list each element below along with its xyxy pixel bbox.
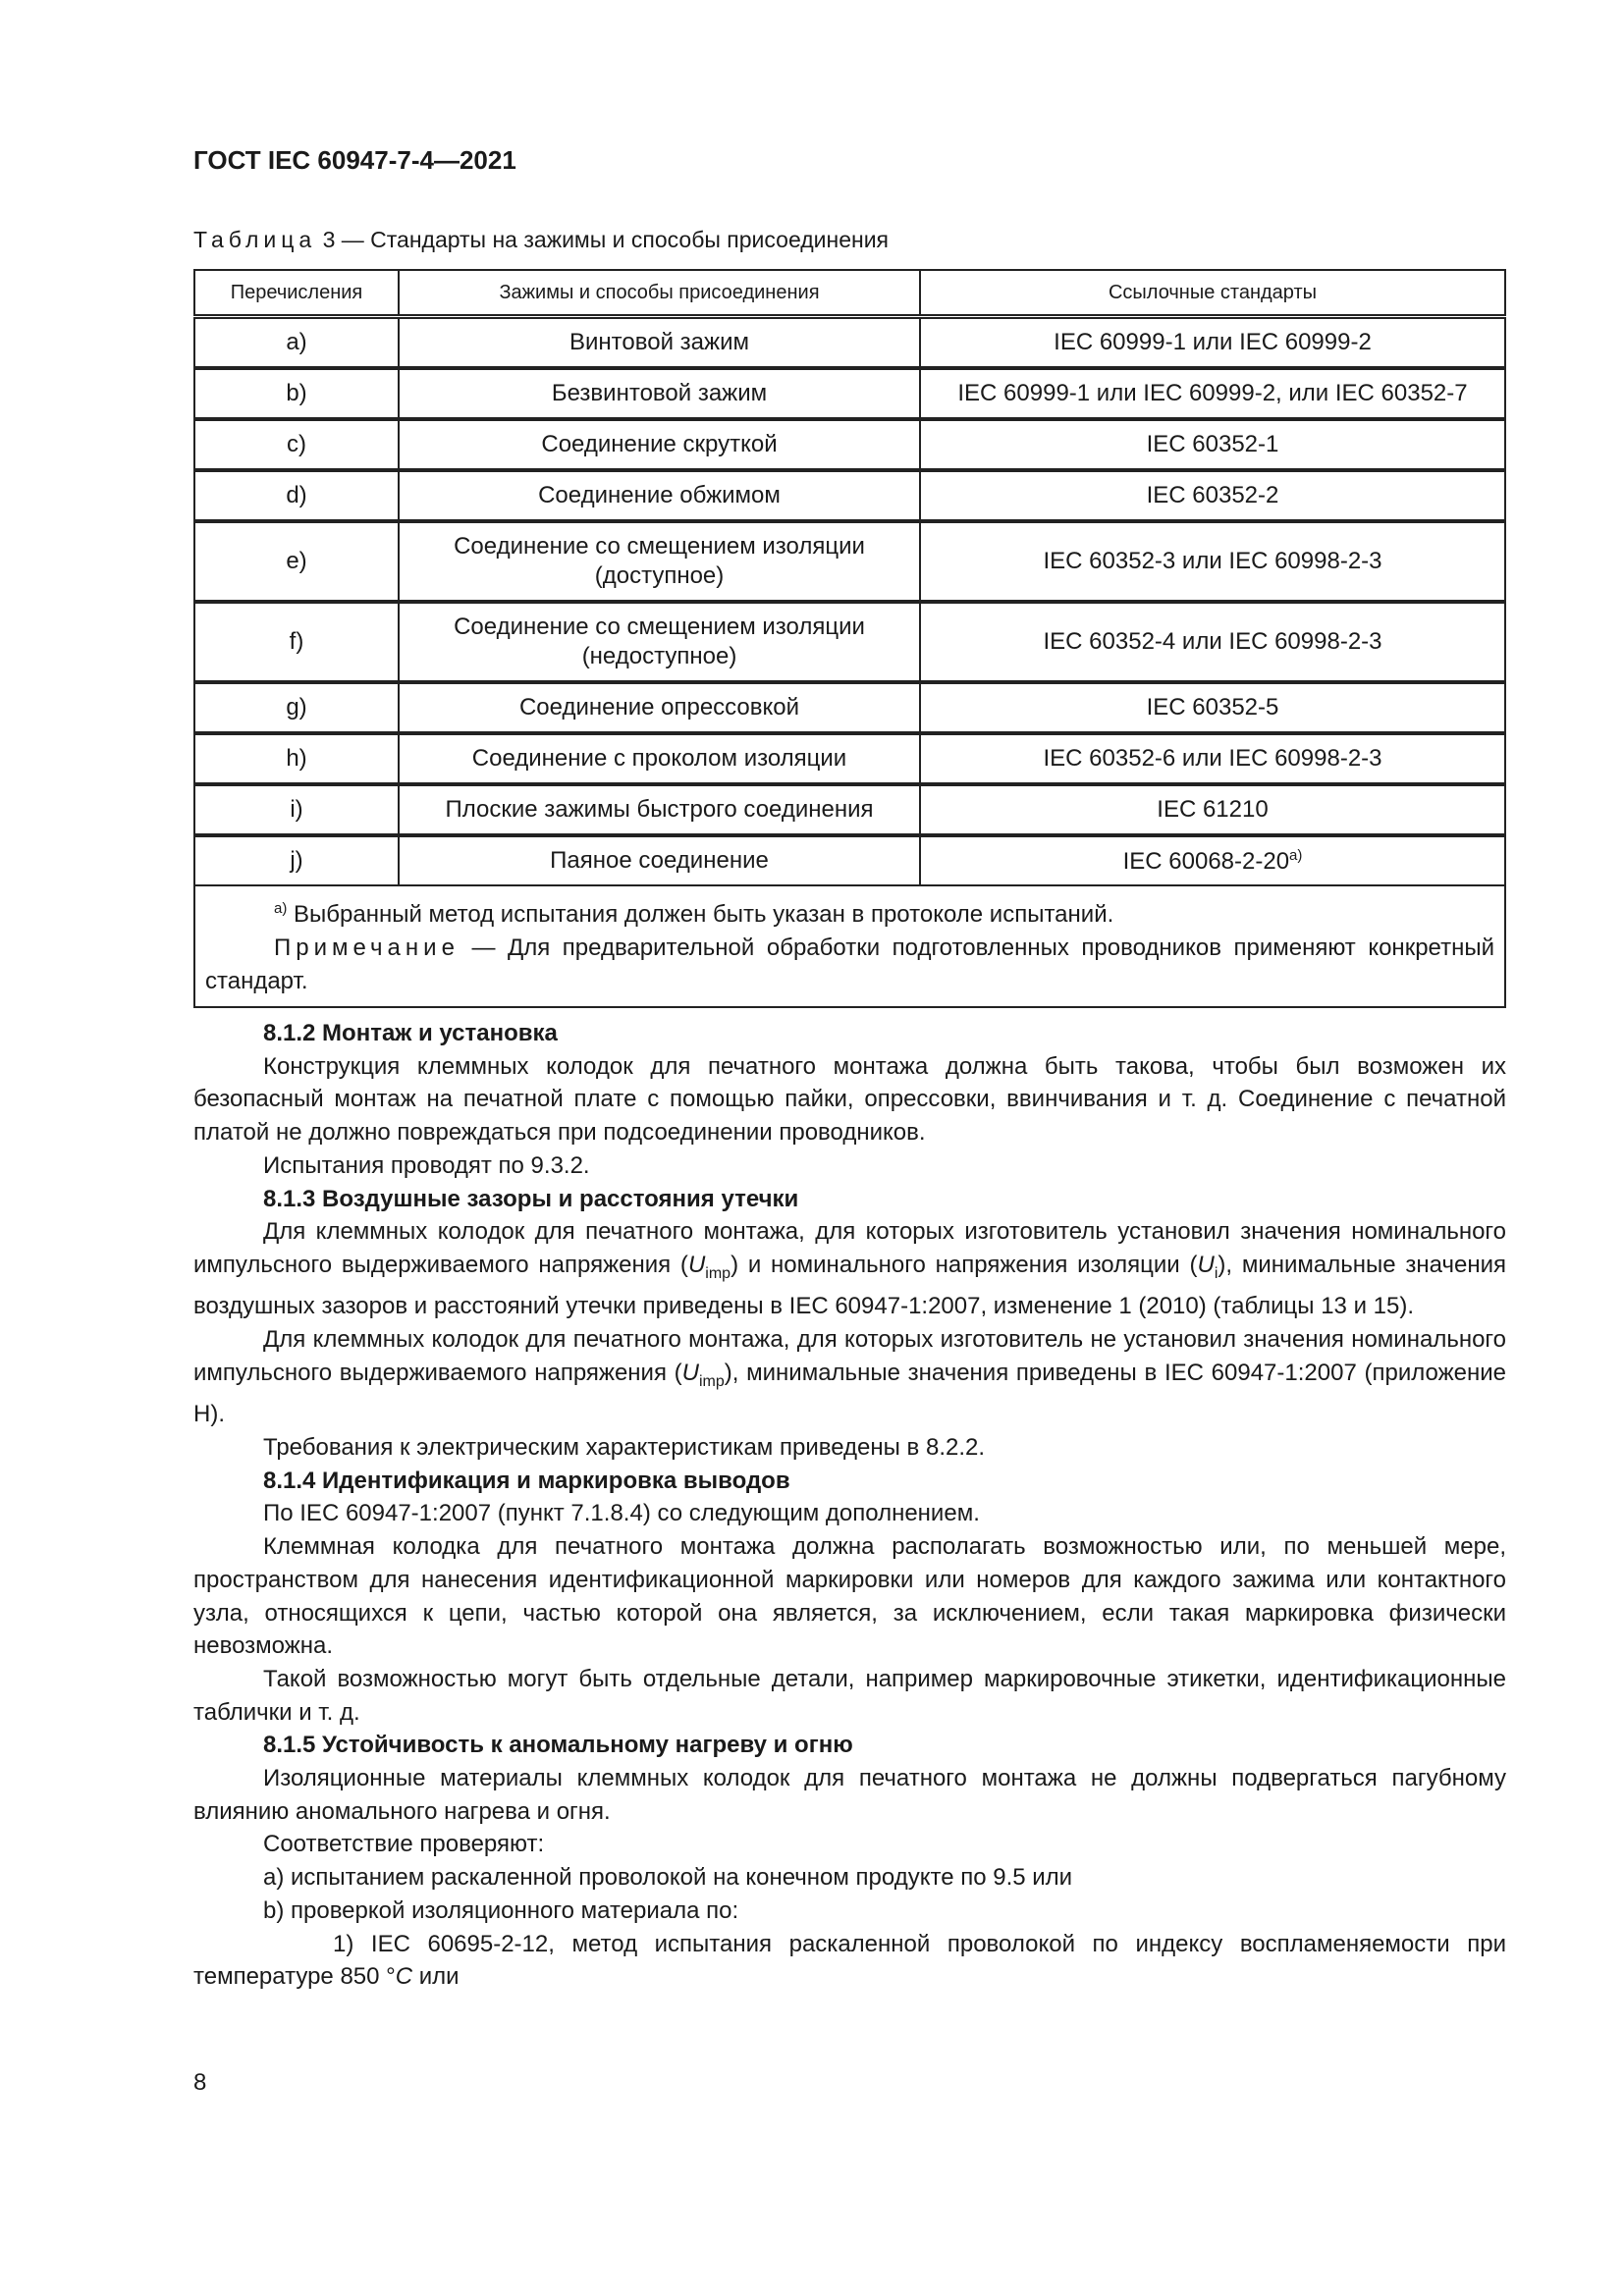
cell-std: IEC 61210 [920, 784, 1505, 835]
table-row [194, 521, 1505, 602]
cell-std: IEC 60352-3 или IEC 60998-2-3 [920, 521, 1505, 602]
table-row [194, 733, 1505, 784]
cell-std: IEC 60068-2-20$^{a)}$ [920, 835, 1505, 885]
document-header: ГОСТ IEC 60947-7-4—2021 [193, 145, 516, 175]
table-caption [193, 227, 889, 253]
cell-id: b) [194, 368, 399, 419]
table-row [194, 835, 1505, 885]
paragraph: Для клеммных колодок для печатного монтажа, для которых изготовитель не установил значения номинального импульсного выдерживаемого напряжения $(U_{imp})$, минимальные значения приведены в IEC 60947-1:2007 (приложение H). [193, 1326, 1507, 1428]
paragraph: Конструкция клеммных колодок для печатного монтажа должна быть такова, чтобы был возможен их безопасный монтаж на печатной плате с помощью пайки, опрессовки, ввинчивания и т. д. Соединение с печатной платой не должно повреждаться при подсоединении проводников. [193, 1052, 1506, 1147]
cell-id: a) [194, 317, 399, 369]
column-header: Зажимы и способы присоединения [399, 270, 920, 317]
paragraph: Такой возможностью могут быть отдельные детали, например маркировочные этикетки, идентификационные таблички и т. д. [193, 1665, 1506, 1726]
section-heading: 8.1.3 Воздушные зазоры и расстояния утечки [263, 1185, 799, 1212]
cell-method: Паяное соединение [399, 835, 920, 885]
footnote-ref: a) [1289, 846, 1303, 864]
note-label: Примечание [274, 934, 460, 961]
paragraph: Для клеммных колодок для печатного монтажа, для которых изготовитель установил значения номинального импульсного выдерживаемого напряжения $(U_{imp})$ и номинального напряжения изоляции $(U_i)$, минимальные значения воздушных зазоров и расстояний утечки приведены в IEC 60947-1:2007, изменение 1 (2010) (таблицы 13 и 15). [193, 1218, 1507, 1320]
cell-method: Соединение со смещением изоляции (доступное) [399, 521, 920, 602]
cell-std: IEC 60352-6 или IEC 60998-2-3 [920, 733, 1505, 784]
list-item: a) испытанием раскаленной проволокой на конечном продукте по 9.5 или [263, 1864, 1073, 1892]
caption-title: 3 — Стандарты на зажимы и способы присоединения [316, 227, 889, 252]
cell-std: IEC 60999-1 или IEC 60999-2, или IEC 60352-7 [920, 368, 1505, 419]
table-footer [194, 885, 1505, 1007]
cell-id: i) [194, 784, 399, 835]
table-row [194, 784, 1505, 835]
cell-method: Винтовой зажим [399, 317, 920, 369]
section-heading: 8.1.5 Устойчивость к аномальному нагреву и огню [263, 1732, 853, 1759]
cell-std: IEC 60352-2 [920, 470, 1505, 521]
table-row [194, 419, 1505, 470]
footnote-mark: a) [274, 900, 288, 917]
cell-method: Соединение скруткой [399, 419, 920, 470]
cell-id: e) [194, 521, 399, 602]
footnote-text: Выбранный метод испытания должен быть указан в протоколе испытаний. [287, 901, 1114, 928]
column-header: Ссылочные стандарты [920, 270, 1505, 317]
cell-id: g) [194, 682, 399, 733]
cell-id: h) [194, 733, 399, 784]
cell-method: Соединение с проколом изоляции [399, 733, 920, 784]
table-row [194, 368, 1505, 419]
cell-method: Соединение со смещением изоляции (недоступное) [399, 602, 920, 682]
cell-id: f) [194, 602, 399, 682]
cell-id: c) [194, 419, 399, 470]
section-heading: 8.1.4 Идентификация и маркировка выводов [263, 1467, 790, 1494]
paragraph: Соответствие проверяют: [263, 1831, 545, 1858]
cell-std: IEC 60999-1 или IEC 60999-2 [920, 317, 1505, 369]
table-row [194, 682, 1505, 733]
footnote [205, 892, 1494, 932]
cell-std: IEC 60352-1 [920, 419, 1505, 470]
list-item: 1) IEC 60695-2-12, метод испытания раскаленной проволокой по индексу воспламеняемости при температуре 850 °C или [193, 1930, 1506, 1991]
paragraph: Требования к электрическим характеристикам приведены в 8.2.2. [263, 1434, 986, 1462]
cell-method: Соединение обжимом [399, 470, 920, 521]
list-item: b) проверкой изоляционного материала по: [263, 1896, 739, 1924]
paragraph: Изоляционные материалы клеммных колодок для печатного монтажа не должны подвергаться пагубному влиянию аномального нагрева и огня. [193, 1765, 1506, 1825]
body-text [193, 1017, 1506, 1994]
table-row [194, 470, 1505, 521]
paragraph: Клеммная колодка для печатного монтажа должна располагать возможностью или, по меньшей мере, пространством для нанесения идентификационной маркировки или номеров для каждого зажима или контактного узла, относящихся к цепи, частью которой она является, за исключением, если такая маркировка физически невозможна. [193, 1533, 1506, 1660]
caption-label: Таблица [193, 227, 317, 252]
cell-method: Соединение опрессовкой [399, 682, 920, 733]
paragraph: Испытания проводят по 9.3.2. [263, 1151, 590, 1179]
cell-std: IEC 60352-5 [920, 682, 1505, 733]
note-text: — Для предварительной обработки подготовленных проводников применяют конкретный стандарт. [205, 934, 1494, 994]
table-row [194, 602, 1505, 682]
section-heading: 8.1.2 Монтаж и установка [263, 1020, 558, 1046]
cell-method: Плоские зажимы быстрого соединения [399, 784, 920, 835]
note [205, 932, 1494, 998]
cell-id: j) [194, 835, 399, 885]
paragraph: По IEC 60947-1:2007 (пункт 7.1.8.4) со следующим дополнением. [263, 1500, 980, 1527]
column-header: Перечисления [194, 270, 399, 317]
cell-std: IEC 60352-4 или IEC 60998-2-3 [920, 602, 1505, 682]
cell-method: Безвинтовой зажим [399, 368, 920, 419]
page-number: 8 [193, 2069, 207, 2096]
cell-id: d) [194, 470, 399, 521]
standards-table [193, 269, 1506, 1008]
table-row [194, 317, 1505, 369]
